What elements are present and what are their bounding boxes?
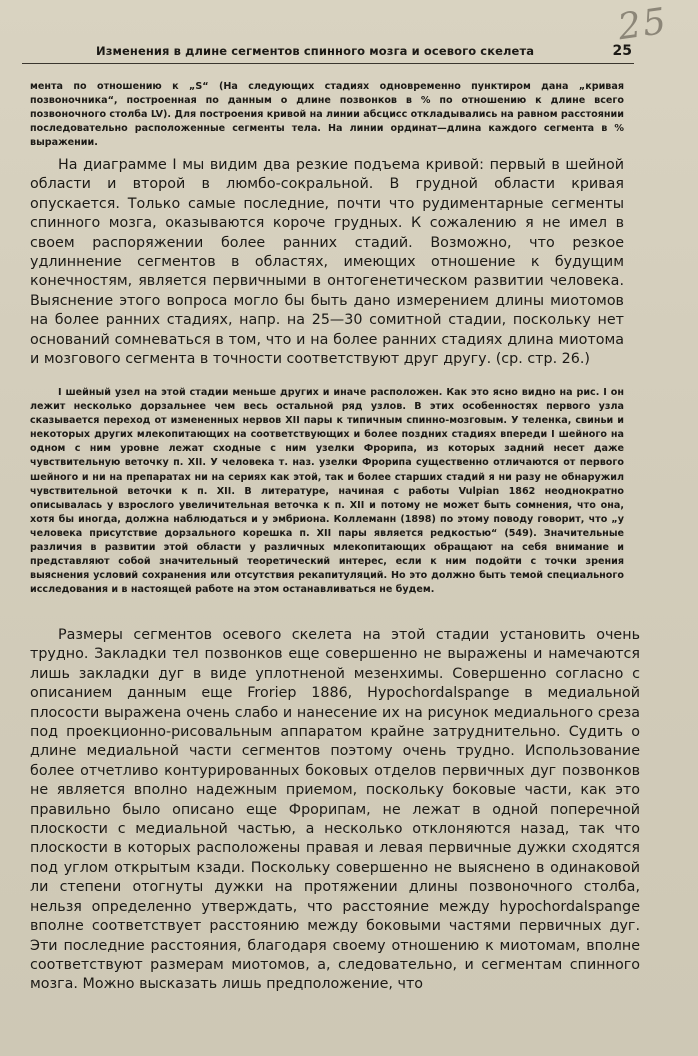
handwritten-page-mark: 25	[615, 0, 671, 49]
footnote-paragraph: I шейный узел на этой стадии меньше других и иначе расположен. Как это ясно видно на рис. I он лежит несколько дорзальнее чем весь остальной ряд узлов. В этих особенностях первого узла сказывается переход от измененных нервов XII пары к типичным спинно-мозговым. У теленка, свиньи и некоторых других млекопитающих на соответствующих и более поздних стадиях впереди I шейного на одном с ним уровне лежат сходные с ним узелки Фрорипа, из которых задний несет даже чувствительную веточку п. XII. У человека т. наз. узелки Фрорипа существенно отличаются от первого шейного и ни на препаратах ни на сериях как этой, так и более старших стадий я ни разу не обнаружил чувствительной веточки к п. XII. В литературе, начиная с работы Vulpian 1862 неоднократно описывалась у взрослого увеличительная веточка к п. XII и потому не может быть сомнения, что она, хотя бы иногда, должна наблюдаться и у эмбриона. Коллеманн (1898) по этому поводу говорит, что „у человека присутствие дорзального корешка п. XII пары является редкостью“ (549). Значительные различия в развитии этой области у различных млекопитающих обращают на себя внимание и представляют собой значительный теоретический интерес, если к ним подойти с точки зрения выяснения условий сохранения или отсутствия рекапитуляций. Но это должно быть темой специального исследования и в настоящей работе на этом останавливаться не будем.	[30, 387, 624, 596]
diagram-paragraph: На диаграмме I мы видим два резкие подъема кривой: первый в шейной области и второй в люмбо-сокральной. В грудной области кривая опускается. Только самые последние, почти что рудиментарные сегменты спинного мозга, оказываются короче грудных. К сожалению я не имел в своем распоряжении более ранних стадий. Возможно, что резкое удлиннение сегментов в областях, имеющих отношение к будущим конечностям, является первичными в онтогенетическом развитии человека. Выяснение этого вопроса могло бы быть дано измерением длины миотомов на более ранних стадиях, напр. на 25—30 сомитной стадии, поскольку нет оснований сомневаться в том, что и на более ранних стадиях длина миотома и мозгового сегмента в точности соответствуют друг другу. (ср. стр. 26.)	[30, 157, 624, 368]
intro-paragraph: мента по отношению к „S“ (На следующих стадиях одновременно пунктиром дана „кривая позвоночника“, построенная по данным о длине позвонков в % по отношению к длине всего позвоночного столба LV). Для построения кривой на линии абсцисс откладывались на равном расстоянии последовательно расположенные сегменты тела. На линии ординат—длина каждого сегмента в % выражении.	[30, 81, 624, 149]
header-divider	[22, 63, 634, 64]
page-number: 25	[612, 43, 632, 59]
skeleton-paragraph: Размеры сегментов осевого скелета на этой стадии установить очень трудно. Закладки тел позвонков еще совершенно не выражены и намечаются лишь закладки дуг в виде уплотненой мезенхимы. Совершенно согласно с описанием данным еще Froriep 1886, Hypochordalspange в медиальной плосости выражена очень слабо и нанесение их на рисунок медиального среза под проекционно-рисовальным аппаратом крайне затруднительно. Судить о длине медиальной части сегментов поэтому очень трудно. Использование более отчетливо контурированных боковых отделов первичных дуг позвонков не является вполно надежным приемом, поскольку боковые части, как это правильно было описано еще Фрорипам, не лежат в одной поперечной плоскости с медиальной частью, а несколько отклоняются назад, так что плоскости в которых расположены правая и левая первичные дужки сходятся под углом открытым кзади. Поскольку совершенно не выяснено в одинаковой ли степени отогнуты дужки на протяжении длины позвоночного столба, нельзя определенно утверждать, что расстояние между hypochordalspange вполне соответствует расстоянию между боковыми частями первичных дуг. Эти последние расстояния, благодаря своему отношению к миотомам, вполне соответствуют размерам миотомов, а, следовательно, и сегментам спинного мозга. Можно высказать лишь предположение, что	[30, 627, 640, 993]
running-header-title: Изменения в длине сегментов спинного мозга и осевого скелета	[96, 44, 535, 58]
running-header	[96, 44, 632, 62]
